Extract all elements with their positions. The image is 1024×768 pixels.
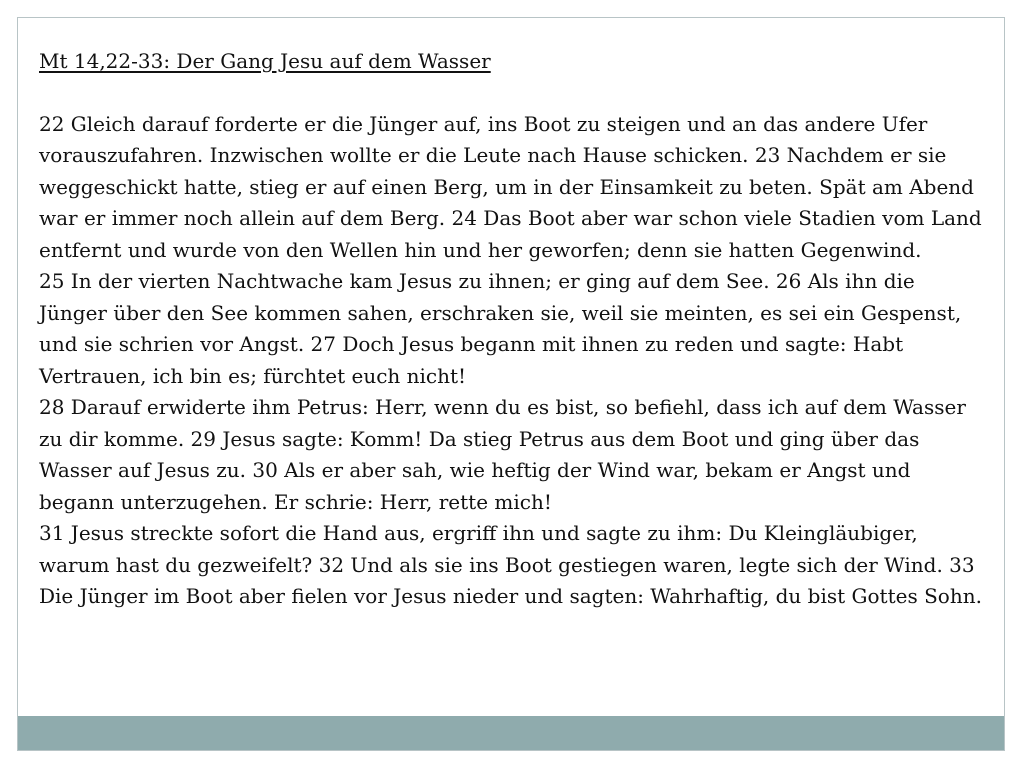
slide-content	[39, 46, 987, 613]
paragraph-verses-28-30: 28 Darauf erwiderte ihm Petrus: Herr, wenn du es bist, so befiehl, dass ich auf dem Wasser zu dir komme. 29 Jesus sagte: Komm! Da stieg Petrus aus dem Boot und ging über das Wasser auf Jesus zu. 30 Als er aber sah, wie heftig der Wind war, bekam er Angst und begann unterzugehen. Er schrie: Herr, rette mich!	[39, 395, 966, 514]
paragraph-verses-22-24: 22 Gleich darauf forderte er die Jünger auf, ins Boot zu steigen und an das andere Ufer vorauszufahren. Inzwischen wollte er die Leute nach Hause schicken. 23 Nachdem er sie weggeschickt hatte, stieg er auf einen Berg, um in der Einsamkeit zu beten. Spät am Abend war er immer noch allein auf dem Berg. 24 Das Boot aber war schon viele Stadien vom Land entfernt und wurde von den Wellen hin und her geworfen; denn sie hatten Gegenwind.	[39, 111, 982, 262]
slide-frame	[17, 17, 1005, 751]
paragraph-verses-31-33: 31 Jesus streckte sofort die Hand aus, ergriff ihn und sagte zu ihm: Du Kleingläubiger, warum hast du gezweifelt? 32 Und als sie ins Boot gestiegen waren, legte sich der Wind. 33 Die Jünger im Boot aber fielen vor Jesus nieder und sagten: Wahrhaftig, du bist Gottes Sohn.	[39, 521, 982, 608]
paragraph-verses-25-27: 25 In der vierten Nachtwache kam Jesus zu ihnen; er ging auf dem See. 26 Als ihn die Jünger über den See kommen sahen, erschraken sie, weil sie meinten, es sei ein Gespenst, und sie schrien vor Angst. 27 Doch Jesus begann mit ihnen zu reden und sagte: Habt Vertrauen, ich bin es; fürchtet euch nicht!	[39, 269, 962, 388]
slide-title: Mt 14,22-33: Der Gang Jesu auf dem Wasser	[39, 49, 491, 73]
footer-bar	[18, 716, 1004, 750]
